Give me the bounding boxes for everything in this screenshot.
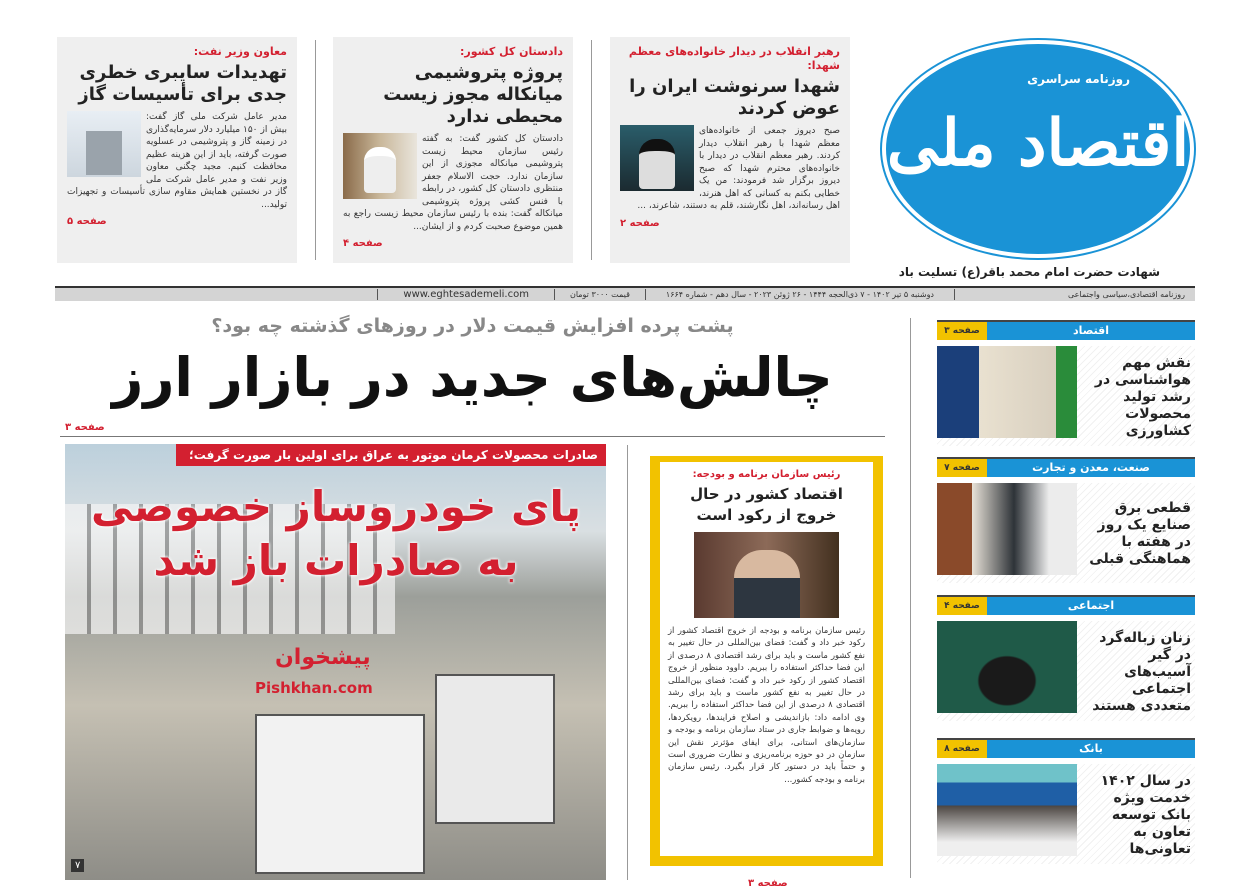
story-title: پروژه پتروشیمی میانکاله مجوز زیست محیطی ندارد	[383, 62, 563, 127]
sidebar-section-social[interactable]	[937, 595, 1195, 725]
divider	[591, 40, 592, 260]
divider	[627, 445, 628, 880]
box-page-link[interactable]: صفحه ۳	[740, 877, 796, 890]
lead-kicker: پشت پرده افزایش قیمت دلار در روزهای گذشته چه بود؟	[211, 315, 734, 337]
truck-photo	[435, 674, 555, 824]
sidebar-section-industry[interactable]	[937, 457, 1195, 587]
section-page-link[interactable]: صفحه ۴	[937, 597, 987, 615]
section-label: بانک	[987, 740, 1195, 758]
masthead-logo[interactable]	[882, 40, 1194, 258]
lead-headline[interactable]: چالش‌های جدید در بازار ارز	[112, 346, 833, 409]
story-title: اقتصاد کشور در حال خروج از رکود است	[690, 485, 843, 524]
section-headline: نقش مهم هواشناسی در رشد تولید محصولات کشاورزی	[1094, 354, 1191, 439]
story-photo	[620, 125, 694, 191]
story-body: مدیر عامل شرکت ملی گاز گفت: بیش از ۱۵۰ میلیارد دلار سرمایه‌گذاری در زمینه گاز و پتروشیمی در عسلویه صورت گرفته، باید از این هزینه عظیم محافظت کنیم. مجید چگنی معاون وزیر نفت و مدیر عامل شرکت ملی گاز در نخستین همایش مقاوم سازی تأسیسات و تجهیزات تولید...	[67, 112, 288, 210]
top-story-1[interactable]	[610, 37, 850, 263]
masthead-tagline: روزنامه سراسری	[1027, 72, 1130, 86]
story-page-link[interactable]: صفحه ۲	[620, 217, 660, 229]
section-headline: قطعی برق صنایع یک روز در هفته با هماهنگی قبلی	[1089, 500, 1191, 567]
story-kicker: رهبر انقلاب در دیدار خانواده‌های معظم شهدا:	[628, 45, 840, 72]
section-label: صنعت، معدن و تجارت	[987, 459, 1195, 477]
section-photo	[937, 621, 1077, 713]
sidebar-section-bank[interactable]	[937, 738, 1195, 868]
website-link[interactable]: www.eghtesademeli.com	[403, 289, 529, 300]
photo-story[interactable]	[65, 444, 606, 880]
section-photo	[937, 764, 1077, 856]
story-kicker: معاون وزیر نفت:	[193, 45, 287, 58]
truck-photo	[255, 714, 425, 874]
watermark-url: Pishkhan.com	[255, 679, 373, 697]
info-bar	[55, 286, 1195, 301]
paper-type: روزنامه اقتصادی،سیاسی واجتماعی	[1067, 290, 1185, 299]
top-story-3[interactable]	[57, 37, 297, 263]
story-body: دادستان کل کشور گفت: به گفته رئیس سازمان محیط زیست پتروشیمی میانکاله مجوزی از این سازمان ندارد. حجت الاسلام جعفر منتظری دادستان کل کشور، در رابطه با فنس کشی پروژه پتروشیمی میانکاله گفت: بنده با رئیس سازمان محیط زیست راجع به همین موضوع صحبت کردم و از ایشان...	[343, 134, 563, 232]
divider	[60, 436, 885, 437]
photo-banner: صادرات محصولات کرمان موتور به عراق برای اولین بار صورت گرفت؛	[176, 444, 606, 466]
price: قیمت ۳۰۰۰ تومان	[569, 290, 630, 299]
page-number: ۷	[71, 859, 84, 872]
masthead-title: اقتصاد ملی	[886, 106, 1190, 181]
section-headline: در سال ۱۴۰۲ خدمت ویژه بانک توسعه تعاون به تعاونی‌ها	[1100, 772, 1191, 857]
story-kicker: دادستان کل کشور:	[460, 45, 563, 58]
section-page-link[interactable]: صفحه ۸	[937, 740, 987, 758]
story-photo	[343, 133, 417, 199]
divider	[315, 40, 316, 260]
section-page-link[interactable]: صفحه ۷	[937, 459, 987, 477]
section-photo	[937, 483, 1077, 575]
story-body: صبح دیروز جمعی از خانواده‌های معظم شهدا با رهبر انقلاب دیدار کردند. رهبر معظم انقلاب در دیدار با خانواده‌های محترم شهدا که صبح دیروز برگزار شد فرمودند: من یک خطایی بکنم به کسانی که اهل هنرند، اهل رسانه‌اند، اهل نگارشند، قلم به دستند، شاعرند، ...	[637, 126, 840, 211]
section-label: اجتماعی	[987, 597, 1195, 615]
story-kicker: رئیس سازمان برنامه و بودجه:	[692, 469, 841, 480]
story-page-link[interactable]: صفحه ۵	[67, 216, 107, 227]
section-page-link[interactable]: صفحه ۳	[937, 322, 987, 340]
story-body: رئیس سازمان برنامه و بودجه از خروج اقتصاد کشور از رکود خبر داد و گفت: فضای بین‌المللی در حال تغییر به نفع کشور ماست و باید برای رشد اقتصادی ۸ درصدی از این فضا حداکثر استفاده را ببریم. داوود منظور از خروج اقتصاد کشور از رکود خبر داد و گفت: فضای بین‌المللی در حال تغییر به نفع کشور ماست و باید برای رشد اقتصادی ۸ درصدی از این فضا حداکثر استفاده را ببریم. وی ادامه داد: بازاندیشی و اصلاح فرایندها، رویکردها، رویه‌ها و ضوابط جاری در ستاد سازمان برنامه و بودجه و سازمان‌های استانی، برای ایفای مؤثرتر نقش این سازمان در دو حوزه برنامه‌ریزی و نظارت ضروری است و حتماً باید در دستور کار قرار بگیرد. رئیس سازمان برنامه و بودجه کشور...	[668, 625, 865, 784]
watermark-logo: پیشخوان	[275, 645, 371, 670]
condolence-line: شهادت حضرت امام محمد باقر(ع) تسلیت باد	[898, 265, 1160, 279]
divider	[910, 318, 911, 878]
section-label: اقتصاد	[987, 322, 1195, 340]
story-page-link[interactable]: صفحه ۴	[343, 238, 383, 249]
story-photo	[694, 532, 839, 618]
section-photo	[937, 346, 1077, 438]
story-photo	[67, 111, 141, 177]
issue-date: دوشنبه ۵ تیر ۱۴۰۲ - ۷ ذی‌الحجه ۱۴۴۴ - ۲۶ ژوئن ۲۰۲۳ - سال دهم - شماره ۱۶۶۴	[665, 290, 934, 299]
photo-headline: پای خودروساز خصوصی به صادرات باز شد	[90, 482, 582, 585]
story-title: تهدیدات سایبری خطری جدی برای تأسیسات گاز	[78, 62, 287, 105]
top-story-2[interactable]	[333, 37, 573, 263]
box-story[interactable]	[650, 456, 883, 866]
sidebar-section-economy[interactable]	[937, 320, 1195, 450]
lead-page-link[interactable]: صفحه ۳	[65, 422, 105, 433]
section-headline: زنان زباله‌گرد در گیر آسیب‌های اجتماعی متعددی هستند	[1092, 629, 1191, 714]
story-title: شهدا سرنوشت ایران را عوض کردند	[629, 76, 840, 119]
